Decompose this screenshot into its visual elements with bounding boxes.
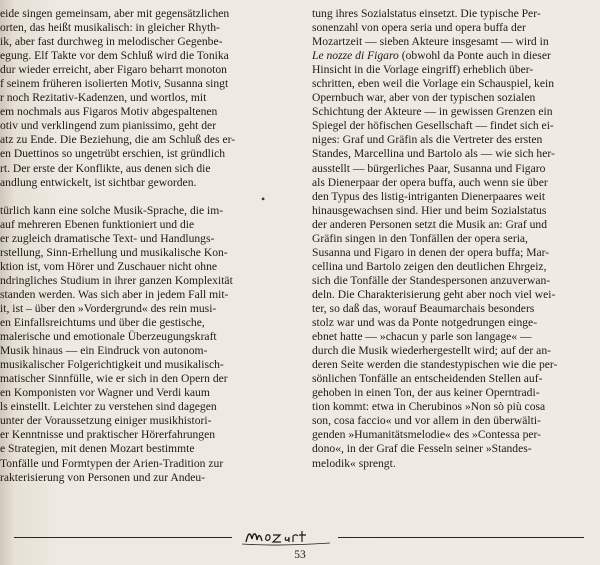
text-line: stolz war und was da Ponte notgedrungen einge- — [312, 316, 538, 330]
text-line: ls einstellt. Leichter zu verstehen sind dagegen — [0, 400, 217, 414]
text-line: er Kenntnisse und praktischer Hörerfahrungen — [0, 428, 216, 442]
text-line: der anderen Personen setzt die Musik an: Graf und — [312, 217, 548, 231]
text-line: genden »Humanitätsmelodie« des »Contessa per- — [312, 428, 542, 442]
text-line: atz zu Ende. Die Beziehung, die am Schluß des er- — [0, 133, 236, 147]
page-number: 53 — [294, 549, 306, 561]
text-line: musikalischer Folgerichtigkeit und musikalisch- — [0, 358, 224, 372]
text-line: it, ist – über den »Vordergrund« des rein musi- — [0, 301, 217, 315]
text-line: türlich kann eine solche Musik-Sprache, die im- — [0, 203, 224, 217]
text-line: ik, aber fast durchweg in melodischer Gegenbe- — [0, 35, 223, 49]
text-line: Musik hinaus — ein Eindruck von autonom- — [0, 344, 208, 358]
text-line: schritten, eben weil die Vorlage ein Schauspiel, kein — [312, 77, 555, 91]
text-line: rstellung, Sinn-Erhellung und musikalische Kon- — [0, 245, 228, 259]
text-line: tung ihres Sozialstatus einsetzt. Die typische Per- — [312, 7, 541, 20]
text-line: hinausgewachsen sind. Hier und beim Sozialstatus — [312, 203, 547, 217]
text-line: sonenzahl von opera seria und opera buffa der — [312, 21, 526, 35]
text-line: ktion ist, vom Hörer und Zuschauer nicht ohne — [0, 259, 218, 273]
text-line: r noch Rezitativ-Kadenzen, und wortlos, mit — [0, 91, 207, 105]
text-line: f seinem früheren isolierten Motiv, Susanna singt — [0, 77, 229, 91]
text-line: unter der Voraussetzung einiger musikhistori- — [0, 414, 212, 428]
text-line: Opernbuch war, aber von der typischen sozialen — [312, 91, 536, 105]
text-line: Tonfälle und Formtypen der Arien-Tradition zur — [0, 456, 224, 470]
text-line: Schichtung der Akteure — in gewissen Grenzen ein — [312, 105, 553, 119]
text-line: Gräfin singen in den Tonfällen der opera seria, — [312, 231, 528, 245]
text-line: en Einfallsreichtums und über die gestische, — [0, 316, 205, 330]
text-line: melodik« sprengt. — [312, 456, 396, 470]
text-line: dono«, in der Graf die Fesseln seiner »Standes- — [312, 442, 532, 456]
text-line: cellina und Bartolo zeigen den deutlichen Ehrgeiz, — [312, 259, 547, 273]
paragraph-gap — [0, 190, 281, 204]
left-text-column — [0, 7, 281, 485]
paragraph-2 — [0, 204, 281, 485]
text-line: dur wieder erreicht, aber Figaro beharrt monoton — [0, 63, 227, 77]
text-line: en Duettinos so ungetrübt erschien, ist gründlich — [0, 147, 226, 161]
footer-rule-right — [338, 537, 584, 538]
text-line: Standes, Marcellina und Bartolo als — wie sich her- — [312, 147, 555, 161]
text-line: rt. Der erste der Konflikte, aus denen sich die — [0, 161, 211, 175]
text-line: deren Seite werden die standestypischen wie die per- — [312, 358, 558, 372]
text-line: er zugleich dramatische Text- und Handlungs- — [0, 231, 215, 245]
footer-rule-left — [14, 537, 232, 538]
text-line: sich die Tonfälle der Standespersonen anzuverwan- — [312, 273, 551, 287]
text-line: niges: Graf und Gräfin als die Vertreter des ersten — [312, 133, 543, 147]
text-line: en Komponisten vor Wagner und Verdi kaum — [0, 386, 210, 400]
text-line: als Dienerpaar der opera buffa, auch wenn sie über — [312, 175, 548, 189]
text-line: ndringliches Studium in ihrer ganzen Komplexität — [0, 273, 233, 287]
text-line: tion kommt: etwa in Cherubinos »Non sò più cosa — [312, 400, 546, 414]
text-line: Hinsicht in die Vorlage eingriff) erheblich über- — [312, 63, 534, 77]
text-line: gehoben in einen Ton, der aus keiner Operntradi- — [312, 386, 540, 400]
text-line: Mozartzeit — sieben Akteure insgesamt — wird in — [312, 35, 549, 49]
paragraph-1 — [0, 7, 281, 190]
text-line: Susanna und Figaro in denen der opera buffa; Mar- — [312, 245, 550, 259]
text-line: durch die Musik wiederhergestellt wird; auf der an- — [312, 344, 551, 358]
text-line: orten, das heißt musikalisch: in gleicher Rhyth- — [0, 21, 220, 35]
text-line: ebnet hatte — »chacun y parle son langage« — — [312, 330, 532, 344]
text-line: sönlichen Tonfälle an entscheidenden Stellen auf- — [312, 372, 543, 386]
text-line: em nochmals aus Figaros Motiv abgespaltenen — [0, 105, 218, 119]
right-text-column — [312, 7, 584, 471]
text-line: malerische und emotionale Überzeugungskraft — [0, 330, 217, 344]
text-line: standen werden. Was sich aber in jedem Fall mit- — [0, 287, 229, 301]
text-line: ter, so daß das, worauf Beaumarchais besonders — [312, 301, 535, 315]
text-line: Spiegel der höfischen Gesellschaft — findet sich ei- — [312, 119, 554, 133]
text-line: andlung entwickelt, ist sichtbar geworden. — [0, 175, 197, 189]
margin-mark: • — [261, 192, 266, 206]
text-line: Le nozze di Figaro (obwohl da Ponte auch in dieser — [312, 49, 551, 63]
mozart-signature-logo — [240, 527, 334, 547]
text-line: ausstellt — bürgerliches Paar, Susanna und Figaro — [312, 161, 546, 175]
text-line: egung. Elf Takte vor dem Schluß wird die Tonika — [0, 49, 229, 63]
text-line: otiv und verklingend zum pianissimo, geht der — [0, 119, 217, 133]
text-line: rakterisierung von Personen und zur Andeu- — [0, 470, 206, 484]
text-line: son, cosa faccio« und vor allem in den überwälti- — [312, 414, 541, 428]
text-line: e Strategien, mit denen Mozart bestimmte — [0, 442, 195, 456]
text-line: auf mehreren Ebenen funktioniert und die — [0, 217, 195, 231]
text-line: den Typus des listig-intriganten Dienerpaares weit — [312, 189, 546, 203]
paragraph-3 — [312, 7, 584, 471]
text-line: deln. Die Charakterisierung geht aber noch viel wei- — [312, 287, 556, 301]
text-line: matischer Sinnfülle, wie er sich in den Opern der — [0, 372, 228, 386]
text-line: eide singen gemeinsam, aber mit gegensätzlichen — [0, 7, 230, 20]
